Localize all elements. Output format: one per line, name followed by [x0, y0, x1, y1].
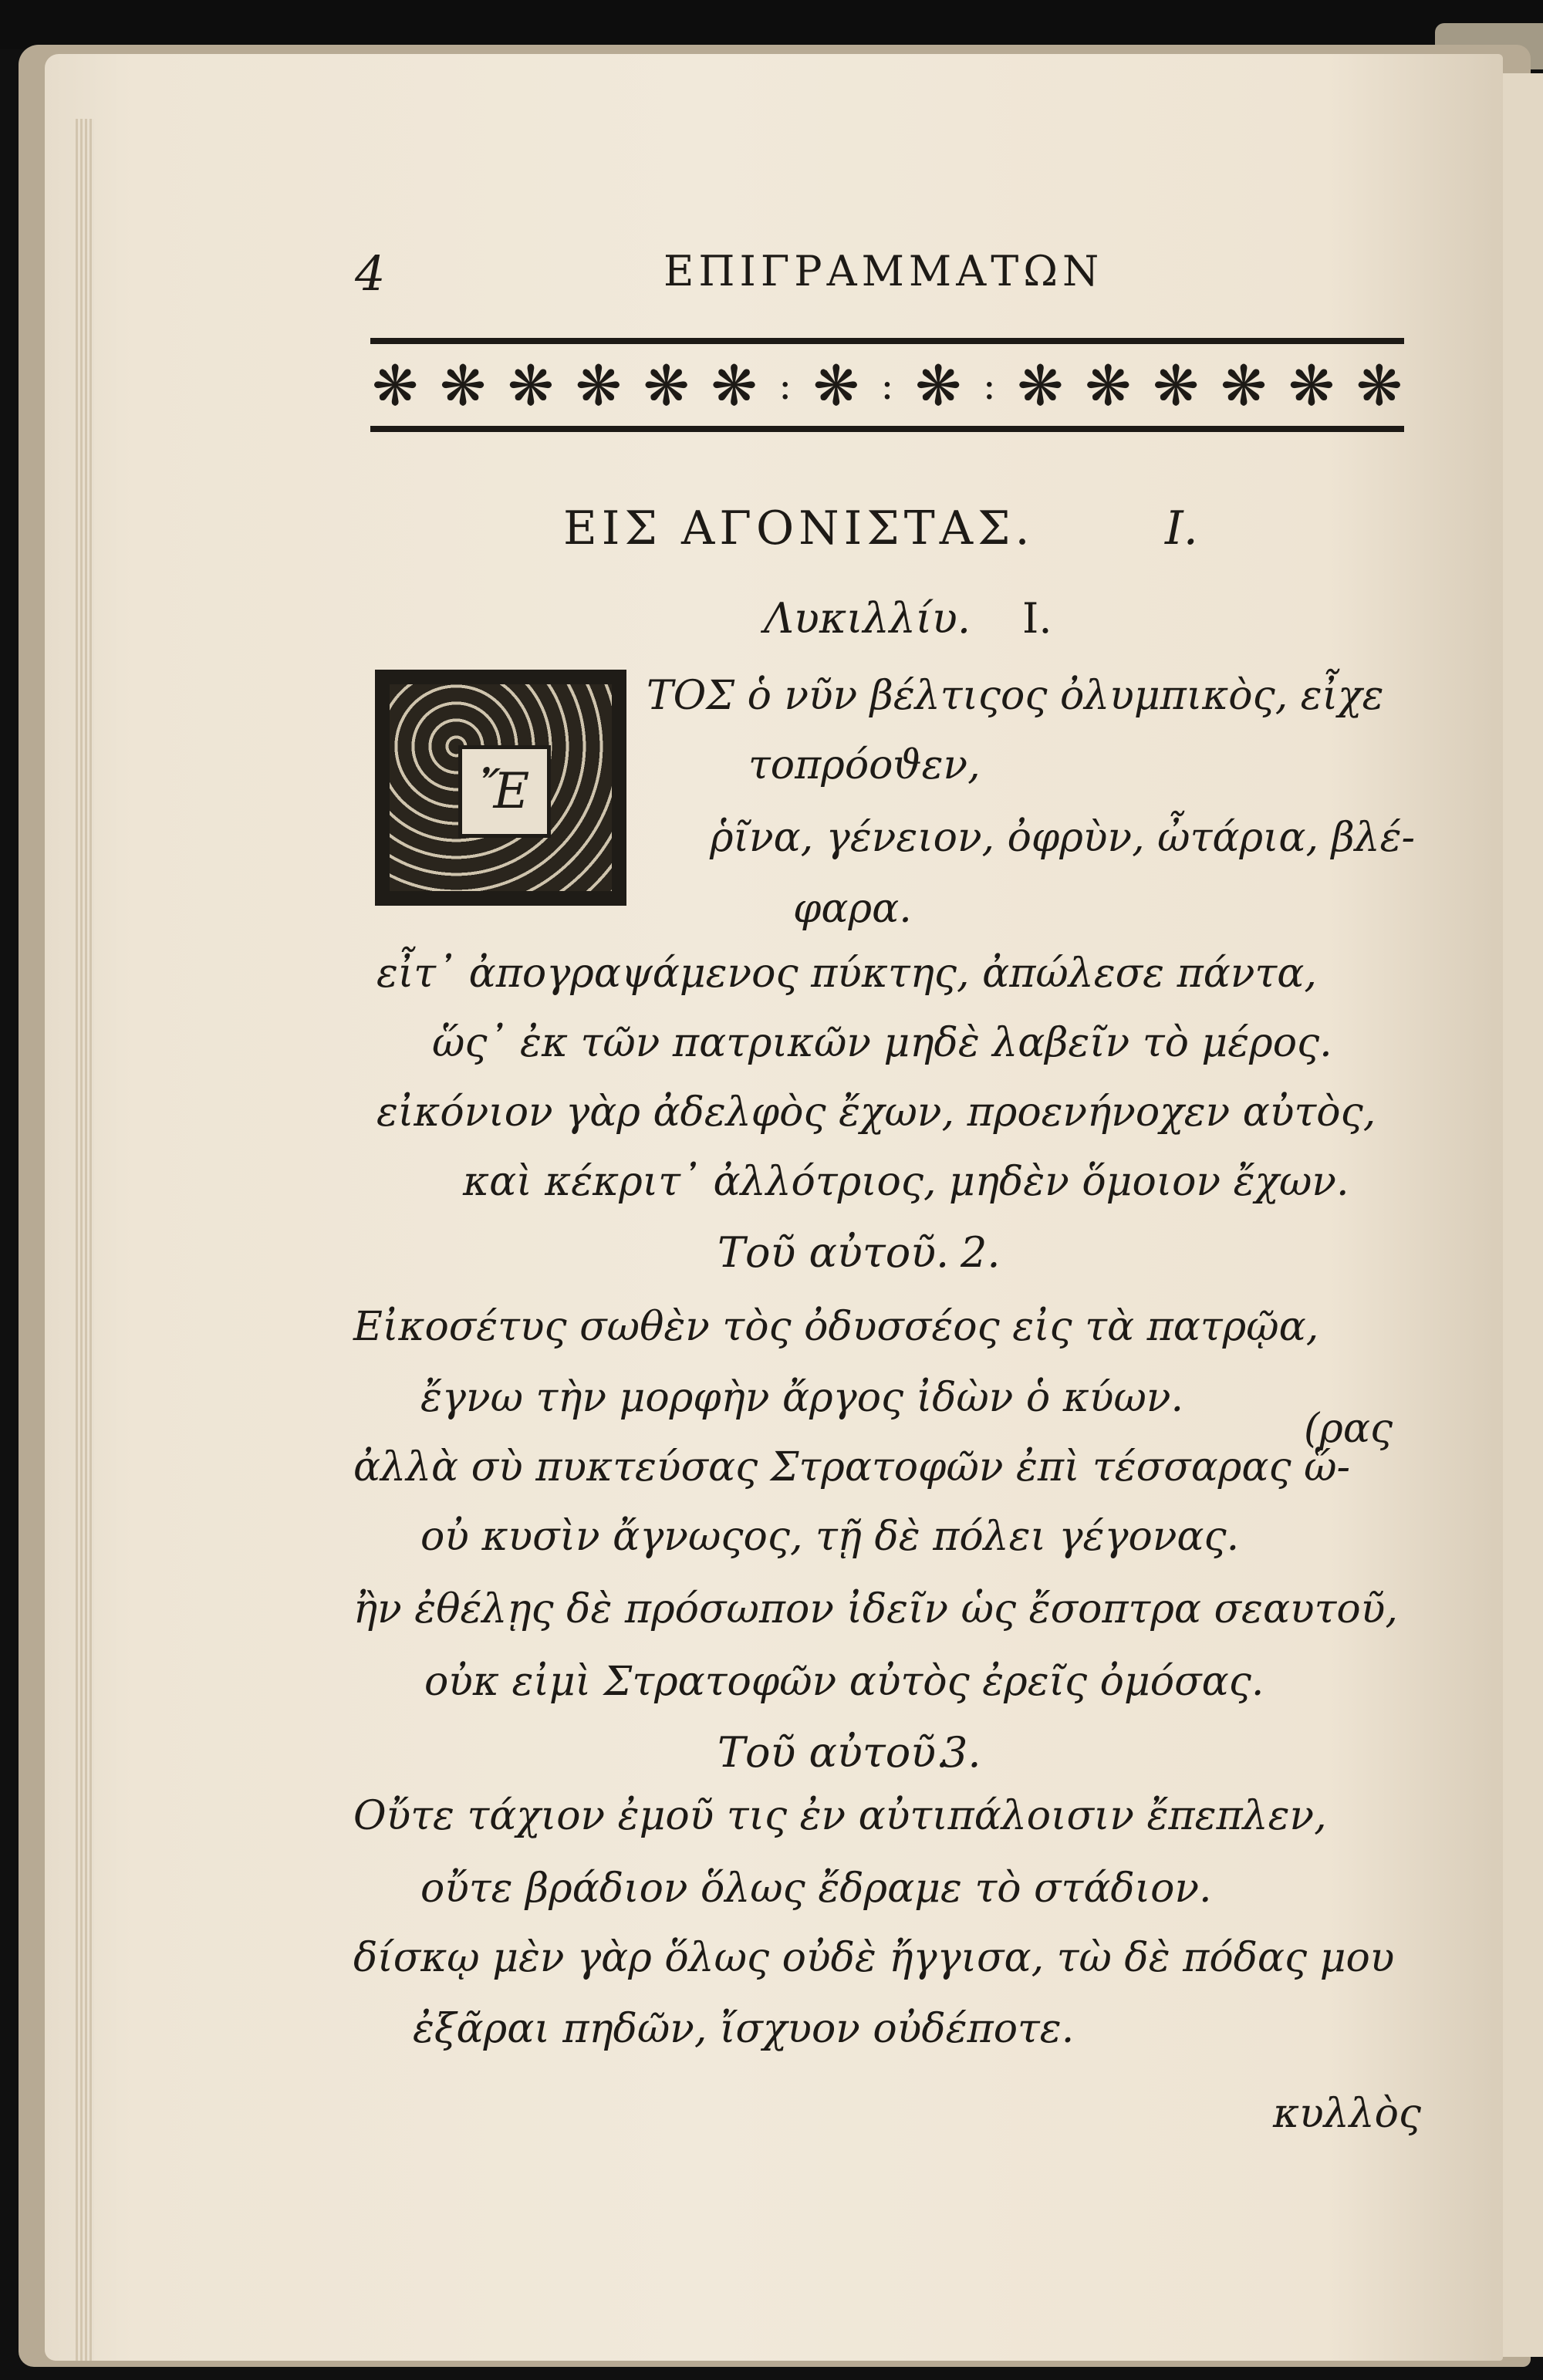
- verse-line: εἶτ᾽ ἀπογραψάμενος πύκτης, ἀπώλεσε πάντα,: [376, 950, 1317, 997]
- verse-line: Εἰκοσέτυς σωθὲν τὸς ὀδυσσέος εἰς τὰ πατρῷα,: [353, 1304, 1319, 1350]
- ornament-flower-icon: ❋: [711, 353, 758, 418]
- scan-background: [0, 0, 1543, 49]
- epigram-heading: Τοῦ αὐτοῦ.: [717, 1728, 950, 1777]
- folio-number: 4: [355, 245, 386, 302]
- verse-line: ἔγνω τὴν μορφὴν ἄργος ἰδὼν ὁ κύων.: [420, 1375, 1184, 1421]
- ornament-flower-icon: ❋: [575, 353, 622, 418]
- verse-line: ῥῖνα, γένειον, ὀφρὺν, ὦτάρια, βλέ-: [710, 815, 1416, 861]
- running-head: ΕΠΙΓΡΑΜΜΑΤΩΝ: [663, 247, 1104, 295]
- verse-line: φαρα.: [793, 886, 912, 932]
- ornament-separator: :: [982, 363, 996, 408]
- epigram-heading: Λυκιλλίυ.: [764, 594, 971, 643]
- verse-line: ἀλλὰ σὺ πυκτεύσας Στρατοφῶν ἐπὶ τέσσαρας ὥ-: [353, 1444, 1351, 1490]
- ornament-flower-icon: ❋: [1085, 353, 1132, 418]
- verse-line: ΤΟΣ ὁ νῦν βέλτιςος ὀλυμπικὸς, εἶχε: [647, 673, 1384, 719]
- epigram-number: 2.: [961, 1228, 1001, 1277]
- epigram-number: I.: [1022, 594, 1052, 643]
- verse-turnover: (ρας: [1304, 1406, 1393, 1452]
- page-fore-edge: [76, 119, 94, 2361]
- ornament-flower-icon: ❋: [372, 353, 419, 418]
- ornament-flower-icon: ❋: [1017, 353, 1064, 418]
- facing-page-edge: [1501, 73, 1543, 2357]
- verse-line: καὶ κέκριτ᾽ ἀλλότριος, μηδὲν ὅμοιον ἔχων.: [463, 1159, 1349, 1205]
- ornament-flower-icon: ❋: [643, 353, 690, 418]
- verse-line: οὐ κυσὶν ἄγνωςος, τῇ δὲ πόλει γέγονας.: [420, 1514, 1240, 1560]
- ornament-flower-icon: ❋: [439, 353, 487, 418]
- ornament-flower-icon: ❋: [1288, 353, 1335, 418]
- rule-top: [370, 338, 1404, 344]
- epigram-number: 3.: [941, 1728, 981, 1777]
- ornament-flower-icon: ❋: [1152, 353, 1200, 418]
- verse-line: εἰκόνιον γὰρ ἀδελφὸς ἔχων, προενήνοχεν αὐτὸς,: [376, 1089, 1376, 1136]
- ornament-flower-icon: ❋: [914, 353, 962, 418]
- ornament-flower-icon: ❋: [812, 353, 859, 418]
- initial-letter: Ἔ: [458, 745, 551, 838]
- verse-line: ὥς᾽ ἐκ τῶν πατρικῶν μηδὲ λαβεῖν τὸ μέρος.: [432, 1020, 1332, 1066]
- ornament-flower-icon: ❋: [507, 353, 555, 418]
- decorated-initial: [375, 670, 626, 906]
- verse-line: Οὔτε τάχιον ἐμοῦ τις ἐν αὐτιπάλοισιν ἔπεπλεν,: [353, 1793, 1327, 1839]
- section-number: I.: [1165, 501, 1198, 555]
- verse-line: ἐξᾶραι πηδῶν, ἴσχυον οὐδέποτε.: [413, 2006, 1075, 2052]
- catchword: κυλλὸς: [1273, 2091, 1422, 2137]
- ornament-flower-icon: ❋: [1356, 353, 1403, 418]
- ornament-separator: :: [880, 363, 894, 408]
- verse-line: δίσκῳ μὲν γὰρ ὅλως οὐδὲ ἤγγισα, τὼ δὲ πόδας μου: [353, 1935, 1395, 1981]
- verse-line: τοπρόοϑεν,: [748, 742, 981, 788]
- ornament-flower-icon: ❋: [1220, 353, 1268, 418]
- verse-line: ἢν ἐθέλῃς δὲ πρόσωπον ἰδεῖν ὡς ἔσοπτρα σεαυτοῦ,: [353, 1586, 1398, 1632]
- section-title: ΕΙΣ ΑΓΟΝΙΣΤΑΣ.: [563, 501, 1035, 555]
- verse-line: οὐκ εἰμὶ Στρατοφῶν αὐτὸς ἐρεῖς ὀμόσας.: [424, 1659, 1264, 1705]
- ornament-band: [372, 349, 1403, 423]
- epigram-heading: Τοῦ αὐτοῦ.: [717, 1228, 950, 1277]
- ornament-separator: :: [778, 363, 792, 408]
- rule-bottom: [370, 426, 1404, 432]
- verse-line: οὔτε βράδιον ὅλως ἔδραμε τὸ στάδιον.: [420, 1865, 1212, 1912]
